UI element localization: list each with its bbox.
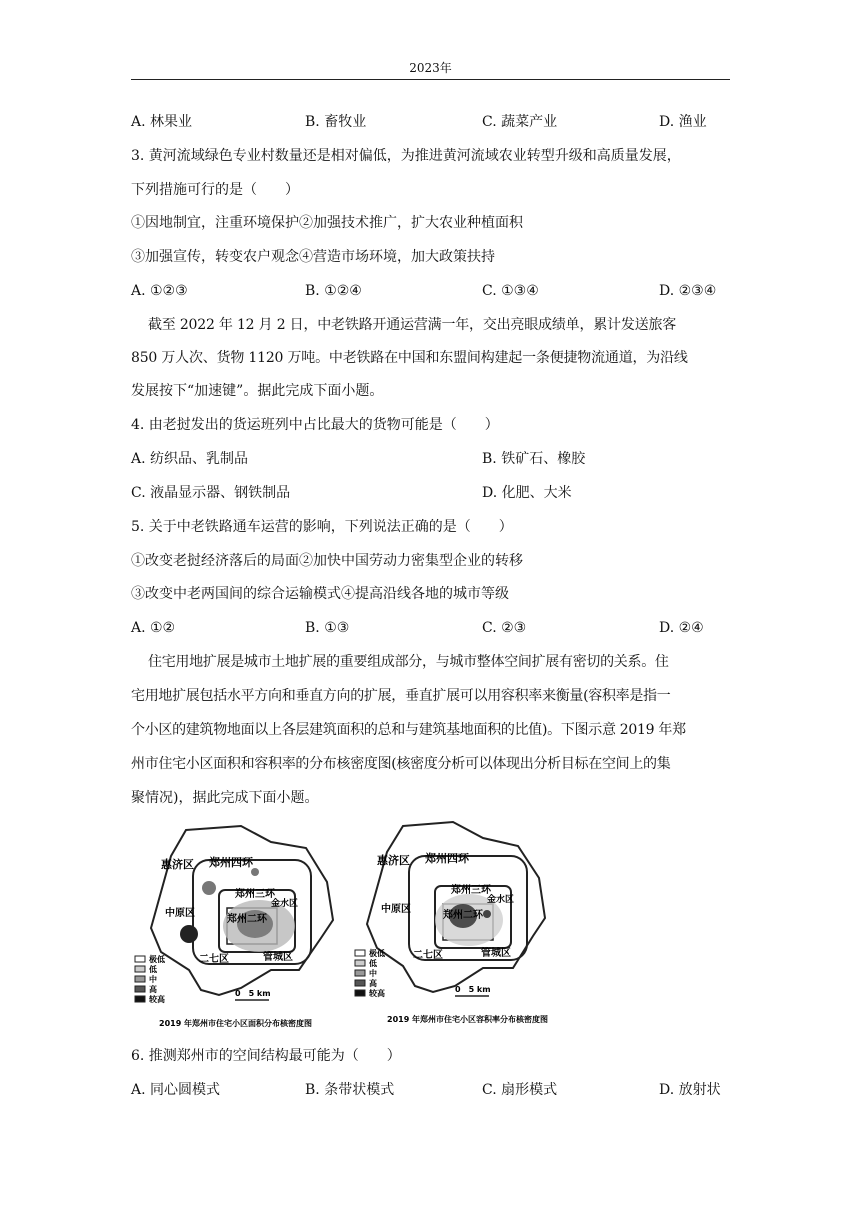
label-erqi: 二七区 (199, 954, 229, 965)
q5-item2: ③改变中老两国间的综合运输模式④提高沿线各地的城市等级 (131, 586, 509, 602)
legend-label-low: 低 (149, 965, 157, 974)
q5-option-c: C. ②③ (482, 620, 527, 636)
legend-label-lowest: 极低 (149, 955, 165, 964)
label-ring2: 郑州二环 (227, 914, 267, 925)
passage1-line2: 850 万人次、货物 1120 万吨。中老铁路在中国和东盟间构建起一条便捷物流通道，为沿线 (131, 350, 688, 366)
label-zhongyuan: 中原区 (381, 904, 411, 915)
legend-swatch-high (355, 980, 365, 986)
passage2-line3: 个小区的建筑物地面以上各层建筑面积的总和与建筑基地面积的比值)。下图示意 2019 年郑 (131, 722, 686, 738)
density-mid-east (483, 910, 491, 918)
q3-option-c: C. ①③④ (482, 283, 539, 299)
caption-right: 2019 年郑州市住宅小区容积率分布核密度图 (387, 1015, 549, 1024)
label-huiji: 惠济区 (377, 854, 410, 867)
label-ring4: 郑州四环 (425, 852, 469, 865)
area-density-map (135, 826, 333, 1028)
q2-option-b: B. 畜牧业 (305, 114, 367, 130)
legend-swatch-lowest (135, 956, 145, 962)
legend-label-lowest: 极低 (369, 949, 385, 958)
caption-left: 2019 年郑州市住宅小区面积分布核密度图 (159, 1019, 313, 1028)
q4-option-b: B. 铁矿石、橡胶 (482, 451, 586, 467)
q2-option-d: D. 渔业 (659, 114, 707, 130)
legend-label-higher: 较高 (149, 995, 165, 1004)
q6-option-b: B. 条带状模式 (305, 1082, 395, 1098)
legend-swatch-lowest (355, 950, 365, 956)
legend-swatch-mid (355, 970, 365, 976)
q5-stem: 5. 关于中老铁路通车运营的影响，下列说法正确的是（ ） (131, 519, 513, 535)
legend-label-low: 低 (369, 959, 377, 968)
scale-bar-label: 0 5 km (235, 989, 271, 998)
q2-option-c: C. 蔬菜产业 (482, 114, 558, 130)
legend-label-high: 高 (149, 985, 157, 994)
label-jinshui: 金水区 (271, 899, 299, 909)
q3-option-d: D. ②③④ (659, 283, 717, 299)
label-ring4: 郑州四环 (209, 856, 253, 869)
q6-stem: 6. 推测郑州市的空间结构最可能为（ ） (131, 1048, 401, 1064)
q3-item2: ③加强宣传，转变农户观念④营造市场环境，加大政策扶持 (131, 249, 495, 265)
legend-label-high: 高 (369, 979, 377, 988)
passage2-line4: 州市住宅小区面积和容积率的分布核密度图(核密度分析可以体现出分析目标在空间上的集 (131, 756, 671, 772)
label-ring3: 郑州三环 (451, 885, 491, 896)
density-high-west (180, 925, 198, 943)
zhengzhou-density-maps (131, 820, 731, 1032)
q5-option-b: B. ①③ (305, 620, 350, 636)
q3-option-a: A. ①②③ (131, 283, 188, 299)
label-erqi: 二七区 (413, 950, 443, 961)
legend-label-mid: 中 (369, 969, 377, 978)
q4-option-a: A. 纺织品、乳制品 (131, 451, 249, 467)
header-rule (131, 79, 730, 80)
q4-option-c: C. 液晶显示器、钢铁制品 (131, 485, 291, 501)
far-density-map (355, 822, 548, 1024)
q3-item1: ①因地制宜，注重环境保护②加强技术推广，扩大农业种植面积 (131, 215, 523, 231)
legend-swatch-low (135, 966, 145, 972)
q5-option-d: D. ②④ (659, 620, 704, 636)
legend-swatch-low (355, 960, 365, 966)
passage1-line3: 发展按下“加速键”。据此完成下面小题。 (131, 383, 384, 399)
legend-swatch-mid (135, 976, 145, 982)
passage2-line2: 宅用地扩展包括水平方向和垂直方向的扩展，垂直扩展可以用容积率来衡量(容积率是指一 (131, 688, 671, 704)
passage1-line1: 截至 2022 年 12 月 2 日，中老铁路开通运营满一年，交出亮眼成绩单，累计发送旅客 (148, 317, 677, 333)
legend-swatch-higher (135, 996, 145, 1002)
legend-label-mid: 中 (149, 975, 157, 984)
q6-option-a: A. 同心圆模式 (131, 1082, 221, 1098)
scale-bar-label: 0 5 km (455, 985, 491, 994)
q3-stem-line1: 3. 黄河流域绿色专业村数量还是相对偏低，为推进黄河流域农业转型升级和高质量发展， (131, 148, 681, 164)
q5-item1: ①改变老挝经济落后的局面②加快中国劳动力密集型企业的转移 (131, 553, 523, 569)
q2-option-a: A. 林果业 (131, 114, 193, 130)
legend-swatch-high (135, 986, 145, 992)
label-guancheng: 管城区 (263, 952, 293, 963)
legend-label-higher: 较高 (369, 989, 385, 998)
q3-option-b: B. ①②④ (305, 283, 362, 299)
label-jinshui: 金水区 (487, 895, 515, 905)
q4-option-d: D. 化肥、大米 (482, 485, 572, 501)
legend-swatch-higher (355, 990, 365, 996)
passage2-line1: 住宅用地扩展是城市土地扩展的重要组成部分，与城市整体空间扩展有密切的关系。住 (148, 654, 669, 670)
q6-option-c: C. 扇形模式 (482, 1082, 558, 1098)
label-huiji: 惠济区 (161, 858, 194, 871)
q4-stem: 4. 由老挝发出的货运班列中占比最大的货物可能是（ ） (131, 417, 499, 433)
label-ring3: 郑州三环 (235, 889, 275, 900)
q6-option-d: D. 放射状 (659, 1082, 721, 1098)
label-zhongyuan: 中原区 (165, 908, 195, 919)
label-guancheng: 管城区 (481, 948, 511, 959)
density-mid-north (202, 881, 216, 895)
label-ring2: 郑州二环 (443, 910, 483, 921)
passage2-line5: 聚情况)，据此完成下面小题。 (131, 790, 319, 806)
q5-option-a: A. ①② (131, 620, 176, 636)
q3-stem-line2: 下列措施可行的是（ ） (131, 182, 299, 198)
page-header: 2023年 (409, 61, 452, 75)
density-mid-ne (251, 868, 259, 876)
